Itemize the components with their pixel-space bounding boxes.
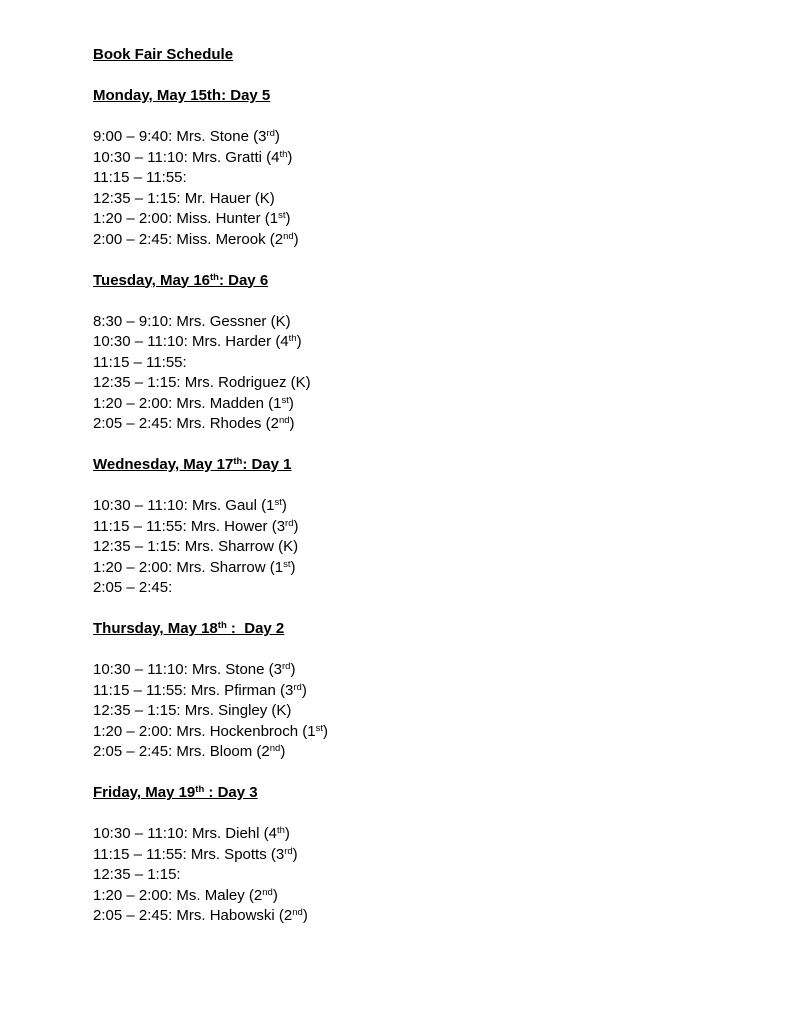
ordinal-suffix: th — [288, 333, 297, 344]
ordinal-suffix: rd — [282, 661, 291, 672]
spacer — [93, 476, 753, 497]
schedule-slot — [93, 414, 753, 435]
line-text: 10:30 – 11:10: Mrs. Stone (3 — [93, 661, 283, 678]
spacer — [93, 927, 753, 948]
line-text: 11:15 – 11:55: Mrs. Hower (3 — [93, 517, 286, 535]
line-text: 11:15 – 11:55: Mrs. Pfirman (3 — [93, 681, 294, 699]
line-text: 12:35 – 1:15: Mr. Hauer (K) — [93, 189, 275, 207]
line-text: Thursday, May 18 — [93, 620, 218, 637]
ordinal-suffix: rd — [266, 128, 275, 139]
schedule-slot — [93, 537, 753, 558]
line-text: 12:35 – 1:15: — [93, 866, 181, 883]
line-text: : Day 6 — [218, 271, 269, 289]
schedule-slot — [93, 660, 753, 681]
line-text: : Day 2 — [226, 620, 285, 637]
schedule-slot — [93, 230, 753, 251]
line-text: ) — [284, 825, 290, 842]
line-text: ) — [293, 230, 299, 248]
day-heading — [93, 619, 753, 640]
line-text: ) — [281, 497, 287, 514]
line-text: ) — [280, 743, 286, 760]
line-text: 2:05 – 2:45: Mrs. Rhodes (2 — [93, 415, 279, 432]
line-text: Monday, May 15th: Day 5 — [93, 87, 271, 104]
line-text: ) — [289, 415, 295, 432]
document-page — [93, 45, 753, 947]
line-text: 12:35 – 1:15: Mrs. Rodriguez (K) — [93, 374, 311, 391]
schedule-slot — [93, 845, 753, 866]
line-text: 2:05 – 2:45: — [93, 579, 173, 596]
spacer — [93, 804, 753, 825]
line-text: 1:20 – 2:00: Mrs. Madden (1 — [93, 394, 282, 412]
line-text: 2:05 – 2:45: Mrs. Bloom (2 — [93, 743, 270, 760]
schedule-slot — [93, 127, 753, 148]
ordinal-suffix: nd — [278, 415, 290, 426]
ordinal-suffix: st — [281, 394, 289, 406]
schedule-slot — [93, 517, 753, 538]
ordinal-suffix: rd — [293, 681, 302, 693]
ordinal-suffix: nd — [292, 907, 303, 918]
schedule-slot — [93, 722, 753, 743]
line-text: 10:30 – 11:10: Mrs. Harder (4 — [93, 333, 289, 350]
line-text: ) — [272, 886, 278, 904]
schedule-slot — [93, 148, 753, 169]
spacer — [93, 763, 753, 784]
schedule-slot — [93, 578, 753, 599]
ordinal-suffix: th — [233, 456, 243, 467]
line-text: ) — [285, 210, 291, 227]
line-text: 1:20 – 2:00: Ms. Maley (2 — [93, 886, 263, 904]
schedule-slot — [93, 824, 753, 845]
ordinal-suffix: nd — [283, 230, 294, 242]
line-text: Friday, May 19 — [93, 784, 196, 801]
schedule-slot — [93, 312, 753, 333]
day-section — [93, 783, 753, 947]
line-text: 1:20 – 2:00: Mrs. Hockenbroch (1 — [93, 722, 316, 740]
day-section — [93, 455, 753, 619]
line-text: ) — [290, 661, 296, 678]
line-text: ) — [296, 333, 302, 350]
spacer — [93, 291, 753, 312]
spacer — [93, 640, 753, 661]
ordinal-suffix: st — [278, 210, 286, 221]
ordinal-suffix: nd — [269, 743, 281, 754]
schedule-slot — [93, 373, 753, 394]
ordinal-suffix: st — [274, 497, 282, 508]
line-text: 10:30 – 11:10: Mrs. Gaul (1 — [93, 497, 275, 514]
line-text: ) — [288, 394, 294, 412]
line-text: Wednesday, May 17 — [93, 456, 234, 473]
line-text: 1:20 – 2:00: Miss. Hunter (1 — [93, 210, 279, 227]
day-section — [93, 619, 753, 783]
line-text: ) — [290, 558, 296, 576]
line-text: 11:15 – 11:55: — [93, 169, 187, 186]
spacer — [93, 599, 753, 620]
line-text: 10:30 – 11:10: Mrs. Diehl (4 — [93, 825, 277, 842]
spacer — [93, 107, 753, 128]
line-text: 11:15 – 11:55: Mrs. Spotts (3 — [93, 845, 285, 863]
ordinal-suffix: nd — [262, 886, 273, 898]
spacer — [93, 66, 753, 87]
schedule-slot — [93, 681, 753, 702]
schedule-slot — [93, 558, 753, 579]
document-title: Book Fair Schedule — [93, 46, 234, 63]
schedule-slot — [93, 886, 753, 907]
line-text: ) — [293, 517, 299, 535]
line-text: ) — [302, 907, 308, 924]
line-text: ) — [274, 128, 280, 145]
schedule-slot — [93, 189, 753, 210]
schedule-slot — [93, 906, 753, 927]
line-text: 2:00 – 2:45: Miss. Merook (2 — [93, 230, 284, 248]
line-text: 11:15 – 11:55: — [93, 353, 187, 371]
day-heading — [93, 783, 753, 804]
schedule-slot — [93, 353, 753, 374]
schedule-slot — [93, 394, 753, 415]
spacer — [93, 250, 753, 271]
line-text: 12:35 – 1:15: Mrs. Singley (K) — [93, 702, 292, 719]
ordinal-suffix: rd — [284, 845, 293, 857]
line-text: 2:05 – 2:45: Mrs. Habowski (2 — [93, 907, 293, 924]
line-text: 9:00 – 9:40: Mrs. Stone (3 — [93, 128, 267, 145]
schedule-slot — [93, 332, 753, 353]
line-text: 8:30 – 9:10: Mrs. Gessner (K) — [93, 312, 291, 330]
schedule-slot — [93, 168, 753, 189]
day-section — [93, 86, 753, 271]
schedule-slot — [93, 742, 753, 763]
ordinal-suffix: st — [315, 722, 324, 734]
ordinal-suffix: th — [210, 271, 219, 283]
schedule — [93, 86, 753, 947]
day-section — [93, 271, 753, 456]
line-text: : Day 1 — [242, 456, 292, 473]
schedule-slot — [93, 209, 753, 230]
line-text: ) — [287, 148, 293, 166]
line-text: ) — [301, 681, 307, 699]
line-text: ) — [292, 845, 298, 863]
day-heading — [93, 455, 753, 476]
day-heading — [93, 271, 753, 292]
ordinal-suffix: th — [217, 620, 227, 631]
line-text: ) — [323, 722, 329, 740]
line-text: Tuesday, May 16 — [93, 271, 210, 289]
ordinal-suffix: st — [283, 558, 291, 570]
schedule-slot — [93, 496, 753, 517]
line-text: : Day 3 — [204, 784, 258, 801]
line-text: 1:20 – 2:00: Mrs. Sharrow (1 — [93, 558, 284, 576]
ordinal-suffix: th — [276, 825, 285, 836]
line-text: 10:30 – 11:10: Mrs. Gratti (4 — [93, 148, 280, 166]
day-heading — [93, 86, 753, 107]
schedule-slot — [93, 701, 753, 722]
ordinal-suffix: th — [195, 784, 205, 795]
schedule-slot — [93, 865, 753, 886]
ordinal-suffix: th — [279, 148, 288, 160]
spacer — [93, 435, 753, 456]
line-text: 12:35 – 1:15: Mrs. Sharrow (K) — [93, 538, 299, 555]
ordinal-suffix: rd — [285, 517, 294, 529]
